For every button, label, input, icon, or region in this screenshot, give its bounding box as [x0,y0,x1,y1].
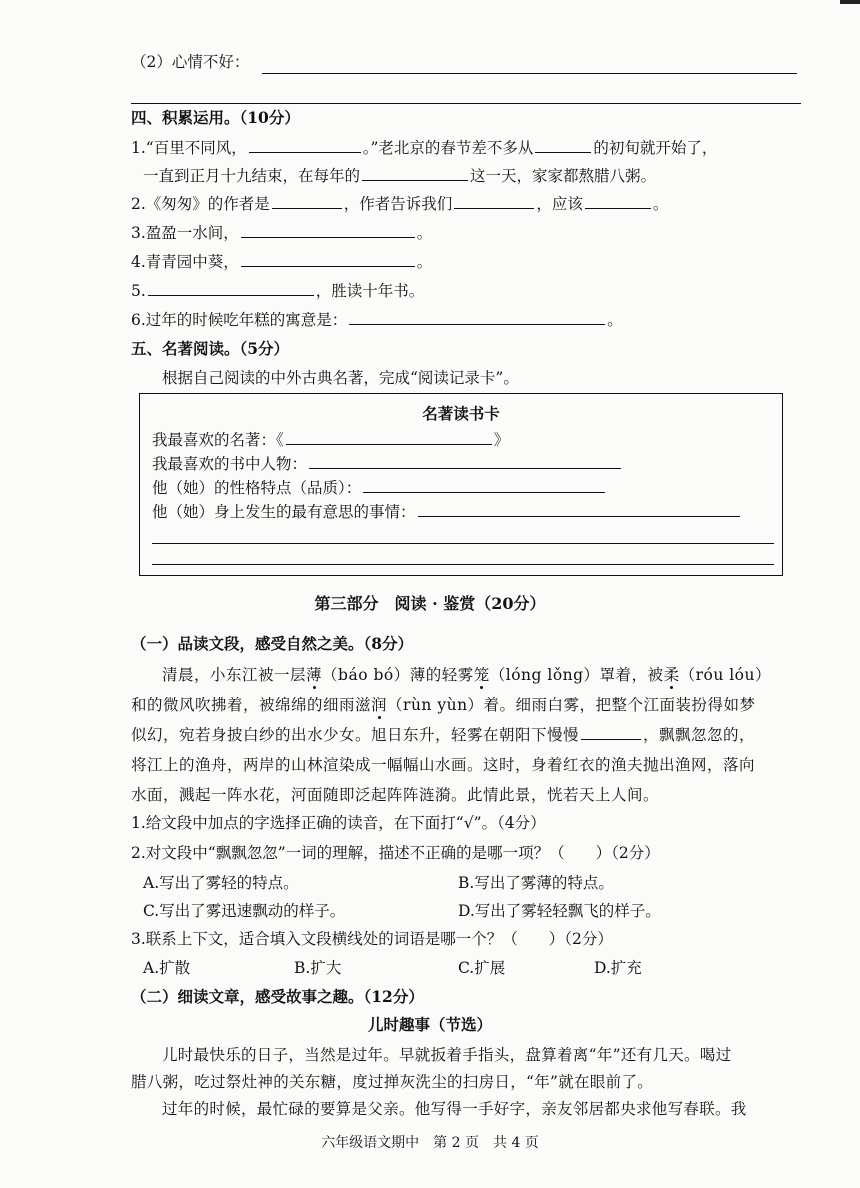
answer-line[interactable] [152,564,774,565]
option-c[interactable]: C.扩展 [458,959,506,977]
part3-q2: 2.对文段中“飘飘忽忽”一词的理解，描述不正确的是哪一项？（ ）（2分） [131,844,660,862]
passage1-line: 似幻，宛若身披白纱的出水少女。旭日东升，轻雾在朝阳下慢慢 ，飘飘忽忽的， [131,726,756,744]
blank[interactable] [249,138,361,153]
reading-card-title: 名著读书卡 [422,404,500,423]
section4-q6: 6.过年的时候吃年糕的寓意是： 。 [131,311,623,329]
section4-q1: 1.“百里不同风， 。”老北京的春节差不多从 的初旬就开始了， [131,139,718,157]
reading-card-line-book: 我最喜欢的名著：《 》 [152,431,510,449]
passage2-line: 过年的时候，最忙碌的要算是父亲。他写得一手好字，亲友邻居都央求他写春联。我 [162,1100,747,1118]
part3-sub2: （二）细读文章，感受故事之趣。（12分） [131,987,424,1006]
option-c[interactable]: C.写出了雾迅速飘动的样子。 [143,902,346,920]
option-d[interactable]: D.写出了雾轻轻飘飞的样子。 [458,902,661,920]
blank[interactable] [286,430,492,445]
blank[interactable] [349,310,605,325]
answer-line[interactable] [262,73,797,74]
passage2-line: 腊八粥，吃过祭灶神的关东糖，度过掸灰洗尘的扫房日，“年”就在眼前了。 [131,1073,654,1091]
scan-edge-mark [840,0,860,4]
reading-card [139,393,783,576]
dotted-char: 薄 [306,666,323,684]
blank[interactable] [535,138,591,153]
blank[interactable] [454,194,534,209]
passage1-line: 水面，溅起一阵水花，河面随即泛起阵阵涟漪。此情此景，恍若天上人间。 [131,786,660,804]
option-b[interactable]: B.写出了雾薄的特点。 [458,874,614,892]
blank[interactable] [581,725,641,740]
section4-q5: 5. ，胜读十年书。 [131,282,425,300]
section5-instruction: 根据自己阅读的中外古典名著，完成“阅读记录卡”。 [162,369,519,387]
section5-heading: 五、名著阅读。（5分） [131,339,290,358]
blank[interactable] [363,478,605,493]
blank[interactable] [148,281,314,296]
dotted-char: 润 [371,696,388,714]
option-d[interactable]: D.扩充 [594,959,642,977]
reading-card-line-story: 他（她）身上发生的最有意思的事情： [152,502,742,522]
option-a[interactable]: A.写出了雾轻的特点。 [143,874,299,892]
section4-heading: 四、积累运用。（10分） [131,108,300,127]
blank[interactable] [241,223,415,238]
passage1-line: 清晨，小东江被一层薄（báo bó）薄的轻雾笼（lóng lǒng）罩着，被柔（róu lóu） [162,666,772,684]
answer-line[interactable] [152,543,774,544]
blank[interactable] [309,454,621,469]
part3-sub1: （一）品读文段，感受自然之美。（8分） [131,634,414,653]
blank[interactable] [418,502,740,517]
answer-line[interactable] [131,103,801,104]
passage1-line: 将江上的渔舟，两岸的山林渲染成一幅幅山水画。这时，身着红衣的渔夫抛出渔网，落向 [131,756,756,774]
blank[interactable] [241,252,415,267]
blank[interactable] [272,194,342,209]
question-mood-label: （2）心情不好： [131,53,250,71]
dotted-char: 柔 [663,666,680,684]
passage2-line: 儿时最快乐的日子，当然是过年。早就扳着手指头，盘算着离“年”还有几天。喝过 [162,1046,732,1064]
passage1-line: 和的微风吹拂着，被绵绵的细雨滋润（rùn yùn）着。细雨白雾，把整个江面装扮得如梦 [131,696,756,714]
part3-heading: 第三部分 阅读 · 鉴赏（20分） [314,594,546,613]
section4-q3: 3.盈盈一水间， 。 [131,224,433,242]
section4-q1-cont: 一直到正月十九结束，在每年的 这一天，家家都熬腊八粥。 [143,167,657,185]
page-footer: 六年级语文期中 第 2 页 共 4 页 [321,1135,539,1151]
section4-q2: 2.《匆匆》的作者是 ，作者告诉我们 ，应该 。 [131,195,669,213]
section4-q4: 4.青青园中葵， 。 [131,253,433,271]
reading-card-line-character: 我最喜欢的书中人物： [152,454,623,474]
reading-card-line-traits: 他（她）的性格特点（品质）： [152,478,607,498]
option-b[interactable]: B.扩大 [294,959,342,977]
part3-q1: 1.给文段中加点的字选择正确的读音，在下面打“√”。（4分） [131,814,546,832]
part3-q3: 3.联系上下文，适合填入文段横线处的词语是哪一个？（ ）（2分） [131,930,613,948]
passage2-title: 儿时趣事（节选） [367,1015,492,1034]
question-mood [131,52,249,72]
dotted-char: 笼 [473,666,490,684]
option-a[interactable]: A.扩散 [143,959,191,977]
blank[interactable] [585,194,651,209]
blank[interactable] [362,166,468,181]
